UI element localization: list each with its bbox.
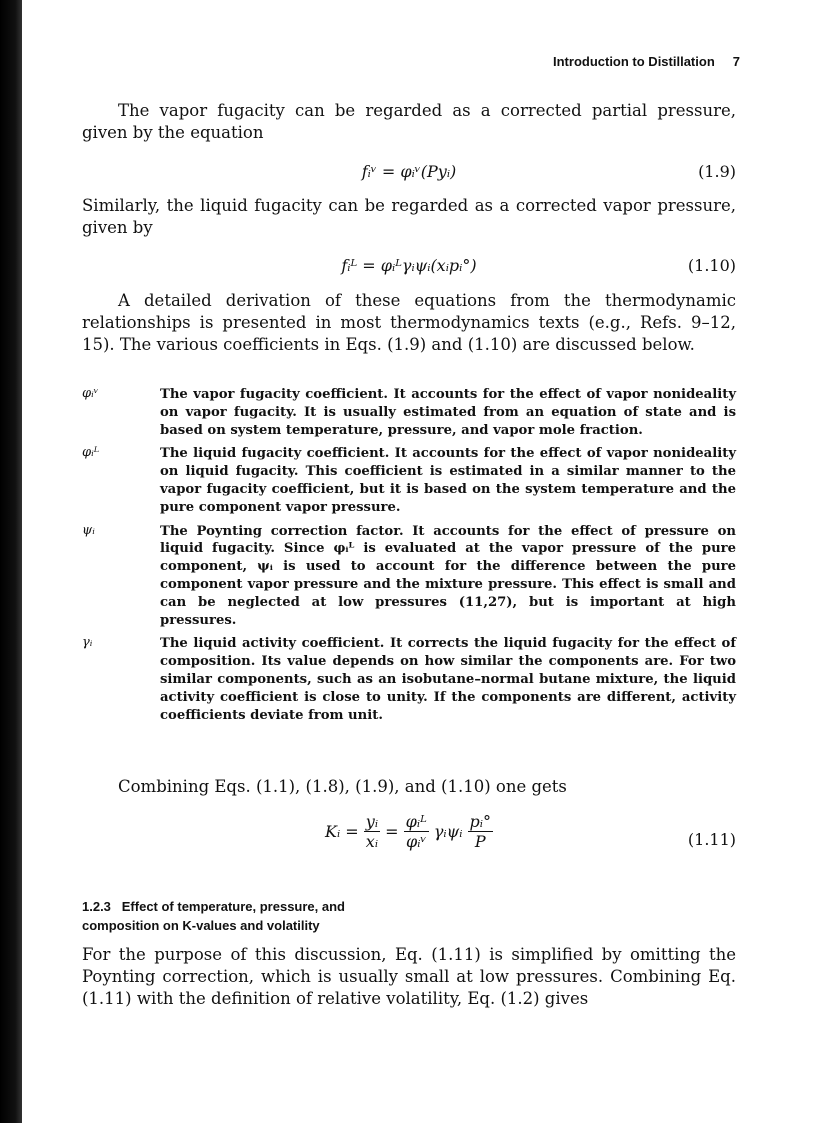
header-title: Introduction to Distillation (553, 54, 715, 69)
definition-symbol: γᵢ (82, 635, 93, 651)
section-title-line-2: composition on K-values and volatility (82, 918, 320, 933)
equals-sign: = (385, 822, 399, 841)
paragraph-text: For the purpose of this discussion, Eq. (1.11) is simplified by omitting the Poynting correction, which is usually small at low pressures. Combining Eq. (1.11) with the definition of relative volatility, Eq. (1.2) gives (82, 945, 736, 1008)
paragraph-text: Combining Eqs. (1.1), (1.8), (1.9), and (1.10) one gets (118, 777, 567, 796)
fraction-numerator: pᵢ° (469, 812, 491, 831)
equation-1-10 (82, 256, 736, 282)
equation-1-11 (82, 812, 736, 870)
definition-item (82, 635, 736, 724)
equation-number: (1.9) (698, 162, 736, 181)
definition-item (82, 523, 736, 630)
equation-number: (1.10) (687, 256, 736, 275)
paragraph-text: A detailed derivation of these equations from the thermodynamic relationships is presented in most thermodynamics texts (e.g., Refs. 9–12, 15). The various coefficients in Eqs. (1.9) and (1.10) are discussed below. (82, 291, 736, 354)
paragraph-5 (82, 944, 736, 1010)
fraction-denominator: φᵢᵛ (406, 832, 427, 851)
paragraph-3 (82, 290, 736, 356)
equation-lhs: Kᵢ = (325, 822, 359, 841)
gamma-psi-term: γᵢψᵢ (433, 822, 463, 841)
fraction-denominator: xᵢ (365, 832, 379, 851)
definition-symbol: ψᵢ (82, 522, 95, 538)
paragraph-4 (82, 776, 736, 798)
page-number: 7 (732, 54, 740, 69)
book-spine-shadow (0, 0, 22, 1123)
definition-list (82, 386, 736, 730)
fraction-numerator: yᵢ (365, 812, 379, 831)
fraction-y-over-x (364, 812, 380, 851)
section-number: 1.2.3 (82, 899, 111, 914)
definition-item (82, 445, 736, 516)
fraction-denominator: P (474, 832, 486, 851)
equation-1-9 (82, 162, 736, 188)
definition-text: The liquid fugacity coefficient. It accounts for the effect of vapor nonideality on liquid fugacity. This coefficient is estimated in a similar manner to the vapor fugacity coefficient, but it is based on the system temperature and the pure component vapor pressure. (160, 446, 736, 515)
section-heading (82, 897, 582, 935)
definition-text: The Poynting correction factor. It accounts for the effect of pressure on liquid fugacity. Since φᵢᴸ is evaluated at the vapor pressure of the pure component, ψᵢ is used to account for the difference between the pure component vapor pressure and the mixture pressure. This effect is small and can be neglected at low pressures (11,27), but is important at high pressures. (160, 523, 736, 628)
definition-item (82, 386, 736, 439)
fraction-phi-ratio (404, 812, 429, 851)
paragraph-2 (82, 195, 736, 239)
fraction-numerator: φᵢᴸ (405, 812, 427, 831)
section-title-line-1: Effect of temperature, pressure, and (121, 899, 345, 914)
equation-body: fᵢᴸ = φᵢᴸγᵢψᵢ(xᵢpᵢ°) (341, 256, 477, 275)
definition-text: The liquid activity coefficient. It corrects the liquid fugacity for the effect of composition. Its value depends on how similar the components are. For two similar components, such as an isobutane–normal butane mixture, the liquid activity coefficient is close to unity. If the components are different, activity coefficients deviate from unit. (160, 636, 736, 723)
paragraph-1 (82, 100, 736, 144)
paragraph-text: Similarly, the liquid fugacity can be regarded as a corrected vapor pressure, given by (82, 196, 736, 237)
equation-body: fᵢᵛ = φᵢᵛ(Pyᵢ) (361, 162, 457, 181)
definition-symbol: φᵢᵛ (82, 386, 99, 401)
equation-number: (1.11) (687, 830, 736, 849)
fraction-pressure-ratio (468, 812, 493, 851)
definition-symbol: φᵢᴸ (82, 445, 100, 461)
running-header (470, 54, 740, 69)
paragraph-text: The vapor fugacity can be regarded as a corrected partial pressure, given by the equation (82, 101, 736, 142)
definition-text: The vapor fugacity coefficient. It accounts for the effect of vapor nonideality on vapor fugacity. It is usually estimated from an equation of state and is based on system temperature, pressure, and vapor mole fraction. (160, 387, 736, 438)
